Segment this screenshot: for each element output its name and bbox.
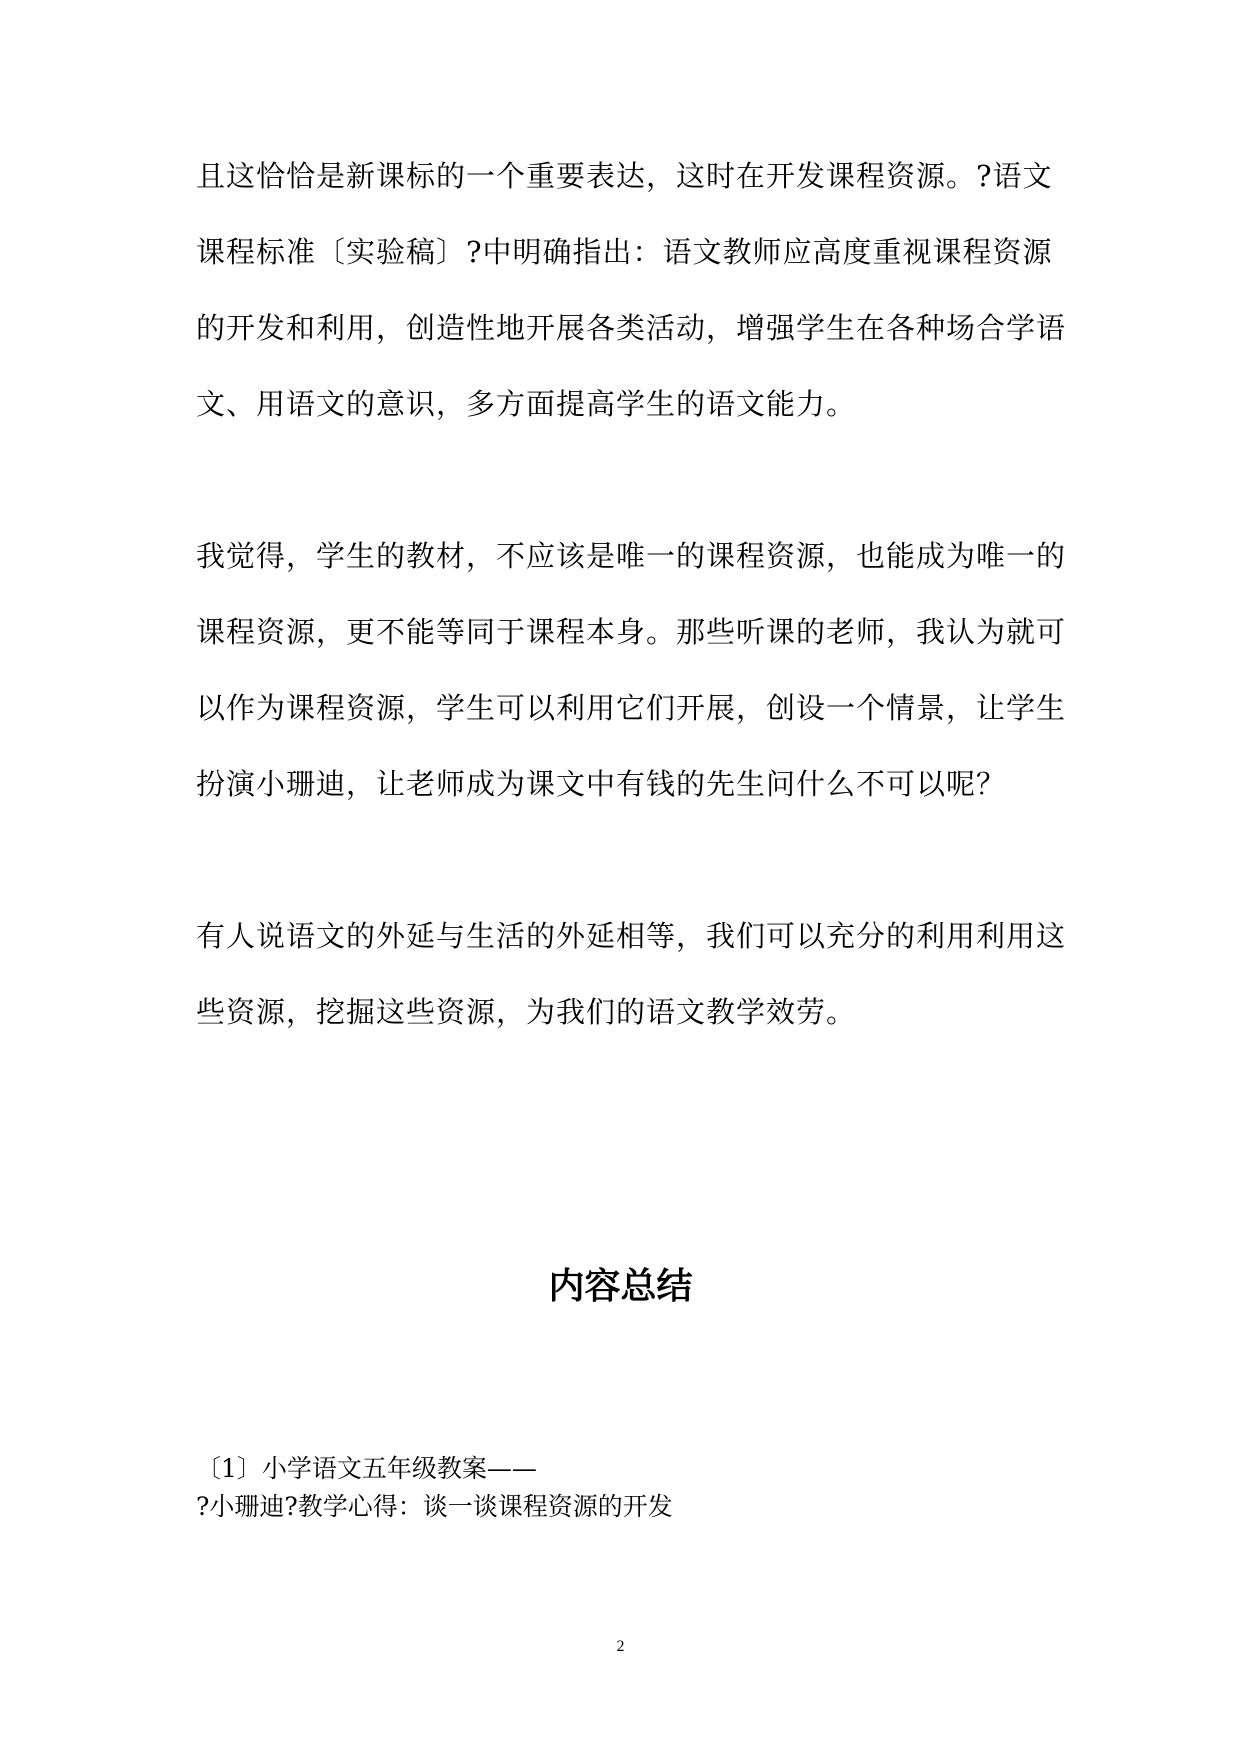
paragraph-1 <box>196 138 1067 442</box>
paragraph-line: 我觉得，学生的教材，不应该是唯一的课程资源，也能成为唯一的 <box>196 539 1067 573</box>
paragraph-3 <box>196 898 1067 1050</box>
paragraph-line: 且这恰恰是新课标的一个重要表达，这时在开发课程资源。?语文 <box>196 159 1053 193</box>
paragraph-line: 的开发和利用，创造性地开展各类活动，增强学生在各种场合学语 <box>196 311 1067 345</box>
paragraph-2 <box>196 518 1067 822</box>
paragraph-line: 有人说语文的外延与生活的外延相等，我们可以充分的利用利用这 <box>196 919 1067 953</box>
paragraph-line: 课程资源，更不能等同于课程本身。那些听课的老师，我认为就可 <box>196 615 1067 649</box>
summary-item <box>196 1450 1046 1526</box>
paragraph-line: 文、用语文的意识，多方面提高学生的语文能力。 <box>196 387 857 421</box>
page-number: 2 <box>616 1638 625 1655</box>
paragraph-line: 扮演小珊迪，让老师成为课文中有钱的先生问什么不可以呢？ <box>196 767 1007 801</box>
summary-item-line: 〔1〕小学语文五年级教案—— <box>196 1454 537 1483</box>
summary-item-line: ?小珊迪?教学心得：谈一谈课程资源的开发 <box>196 1492 673 1521</box>
paragraph-line: 些资源，挖掘这些资源，为我们的语文教学效劳。 <box>196 995 857 1029</box>
paragraph-line: 以作为课程资源，学生可以利用它们开展，创设一个情景，让学生 <box>196 691 1067 725</box>
summary-title: 内容总结 <box>548 1266 693 1307</box>
paragraph-line: 课程标准〔实验稿〕?中明确指出：语文教师应高度重视课程资源 <box>196 235 1053 269</box>
